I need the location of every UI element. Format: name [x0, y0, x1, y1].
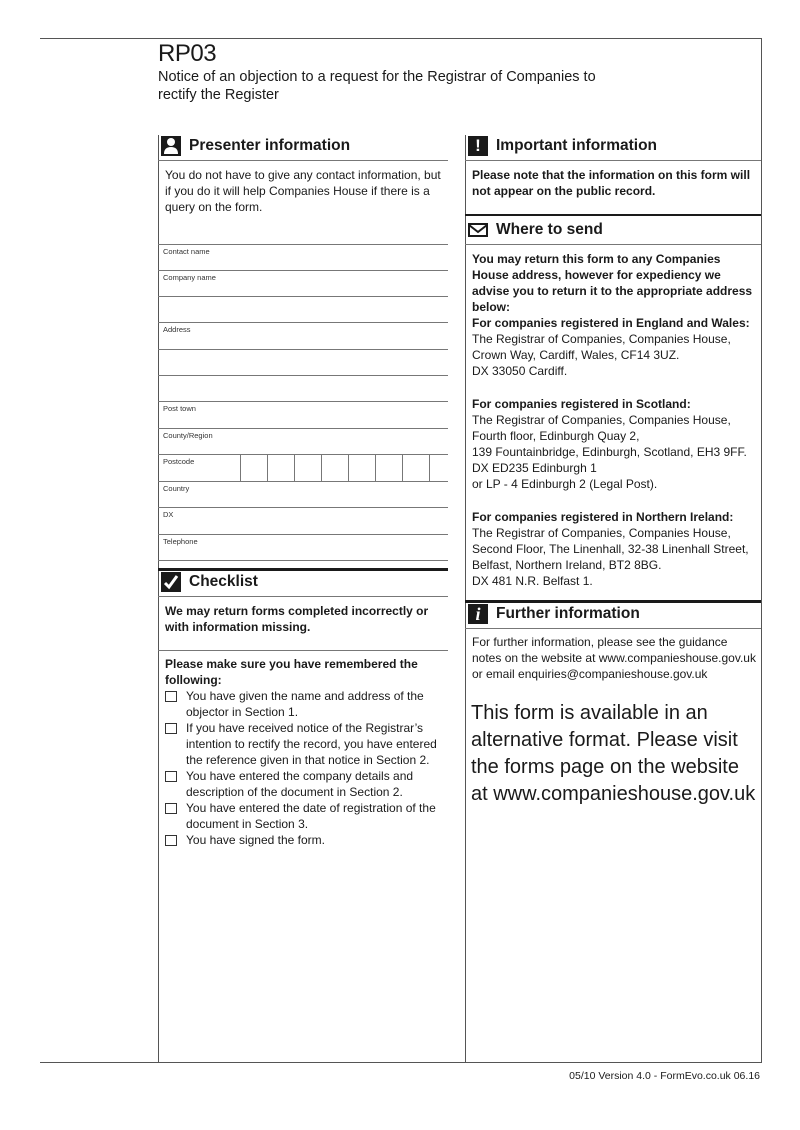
- country-field[interactable]: Country: [158, 481, 448, 507]
- checkbox[interactable]: [165, 691, 177, 702]
- company-name-field-2[interactable]: [158, 296, 448, 322]
- checklist-items: [165, 688, 450, 848]
- presenter-intro: You do not have to give any contact information, but if you do it will help Companies House if there is a query on the form.: [165, 168, 441, 214]
- dx-field[interactable]: DX: [158, 507, 448, 533]
- further-bar: [465, 600, 761, 603]
- person-icon: [161, 136, 181, 156]
- top-rule: [40, 38, 762, 39]
- address-field[interactable]: Address: [158, 322, 448, 348]
- postcode-box[interactable]: [402, 455, 429, 481]
- further-heading: i Further information: [468, 604, 640, 624]
- footer-version: 05/10 Version 4.0 - FormEvo.co.uk 06.16: [569, 1070, 760, 1082]
- envelope-icon: [468, 220, 488, 240]
- important-heading: ! Important information: [468, 136, 657, 156]
- info-icon: i: [468, 604, 488, 624]
- checklist-item: You have signed the form.: [165, 832, 450, 848]
- where-bar: [465, 214, 761, 216]
- checkbox[interactable]: [165, 771, 177, 782]
- presenter-rule: [158, 160, 448, 161]
- company-name-field[interactable]: Company name: [158, 270, 448, 296]
- postcode-box[interactable]: [294, 455, 321, 481]
- england-title: For companies registered in England and Wales:: [472, 316, 750, 330]
- checkbox[interactable]: [165, 803, 177, 814]
- checkbox[interactable]: [165, 723, 177, 734]
- postcode-box[interactable]: [321, 455, 348, 481]
- important-text: Please note that the information on this form will not appear on the public record.: [472, 168, 751, 198]
- right-rule: [761, 38, 762, 1062]
- contact-name-field[interactable]: Contact name: [158, 244, 448, 270]
- further-rule: [465, 628, 761, 629]
- checklist-rule: [158, 596, 448, 597]
- checklist-rule-2: [158, 650, 448, 651]
- scotland-title: For companies registered in Scotland:: [472, 397, 691, 411]
- important-rule: [465, 160, 761, 161]
- where-heading: Where to send: [468, 220, 603, 240]
- bottom-rule: [40, 1062, 762, 1063]
- checklist-item: You have given the name and address of the objector in Section 1.: [165, 688, 450, 720]
- where-rule: [465, 244, 761, 245]
- ni-title: For companies registered in Northern Ireland:: [472, 510, 734, 524]
- where-intro: You may return this form to any Companies House address, however for expediency we advise you to return it to the appropriate address below:: [472, 252, 753, 314]
- postcode-box[interactable]: [348, 455, 375, 481]
- presenter-heading: Presenter information: [161, 136, 350, 156]
- checklist-item: If you have received notice of the Registrar’s intention to rectify the record, you have entered the reference given in that notice in Section 2.: [165, 720, 450, 768]
- postcode-box[interactable]: [375, 455, 402, 481]
- postcode-box[interactable]: [240, 455, 267, 481]
- telephone-field[interactable]: Telephone: [158, 534, 448, 561]
- postcode-box[interactable]: [429, 455, 456, 481]
- ni-address: The Registrar of Companies, Companies House, Second Floor, The Linenhall, 32-38 Linenhall Street, Belfast, Northern Ireland, BT2 8BG. DX 481 N.R. Belfast 1.: [472, 526, 749, 588]
- checklist-item: You have entered the date of registration of the document in Section 3.: [165, 800, 450, 832]
- exclamation-icon: !: [468, 136, 488, 156]
- tick-icon: [161, 572, 181, 592]
- checklist-prompt: Please make sure you have remembered the following:: [165, 657, 418, 687]
- postcode-box[interactable]: [267, 455, 294, 481]
- england-address: The Registrar of Companies, Companies House, Crown Way, Cardiff, Wales, CF14 3UZ. DX 33050 Cardiff.: [472, 332, 731, 378]
- postcode-field[interactable]: Postcode: [158, 454, 448, 480]
- postcode-boxes: [240, 455, 456, 482]
- county-field[interactable]: County/Region: [158, 428, 448, 454]
- address-field-3[interactable]: [158, 375, 448, 401]
- form-title: Notice of an objection to a request for the Registrar of Companies to rectify the Register: [158, 69, 596, 103]
- address-field-2[interactable]: [158, 349, 448, 375]
- checklist-heading: Checklist: [161, 572, 258, 592]
- checklist-bar: [158, 568, 448, 571]
- further-text: For further information, please see the guidance notes on the website at www.companieshouse.gov.uk or email enquiries@companieshouse.gov.uk: [472, 635, 756, 681]
- form-code: RP03: [158, 40, 217, 67]
- alternative-format-note: This form is available in an alternative format. Please visit the forms page on the website at www.companieshouse.gov.uk: [471, 702, 756, 805]
- checkbox[interactable]: [165, 835, 177, 846]
- scotland-address: The Registrar of Companies, Companies House, Fourth floor, Edinburgh Quay 2, 139 Fountainbridge, Edinburgh, Scotland, EH3 9FF. DX ED235 Edinburgh 1 or LP - 4 Edinburgh 2 (Legal Post).: [472, 413, 747, 491]
- post-town-field[interactable]: Post town: [158, 401, 448, 427]
- checklist-item: You have entered the company details and description of the document in Section 2.: [165, 768, 450, 800]
- checklist-warning: We may return forms completed incorrectly or with information missing.: [165, 604, 429, 634]
- middle-column-rule: [465, 135, 466, 1062]
